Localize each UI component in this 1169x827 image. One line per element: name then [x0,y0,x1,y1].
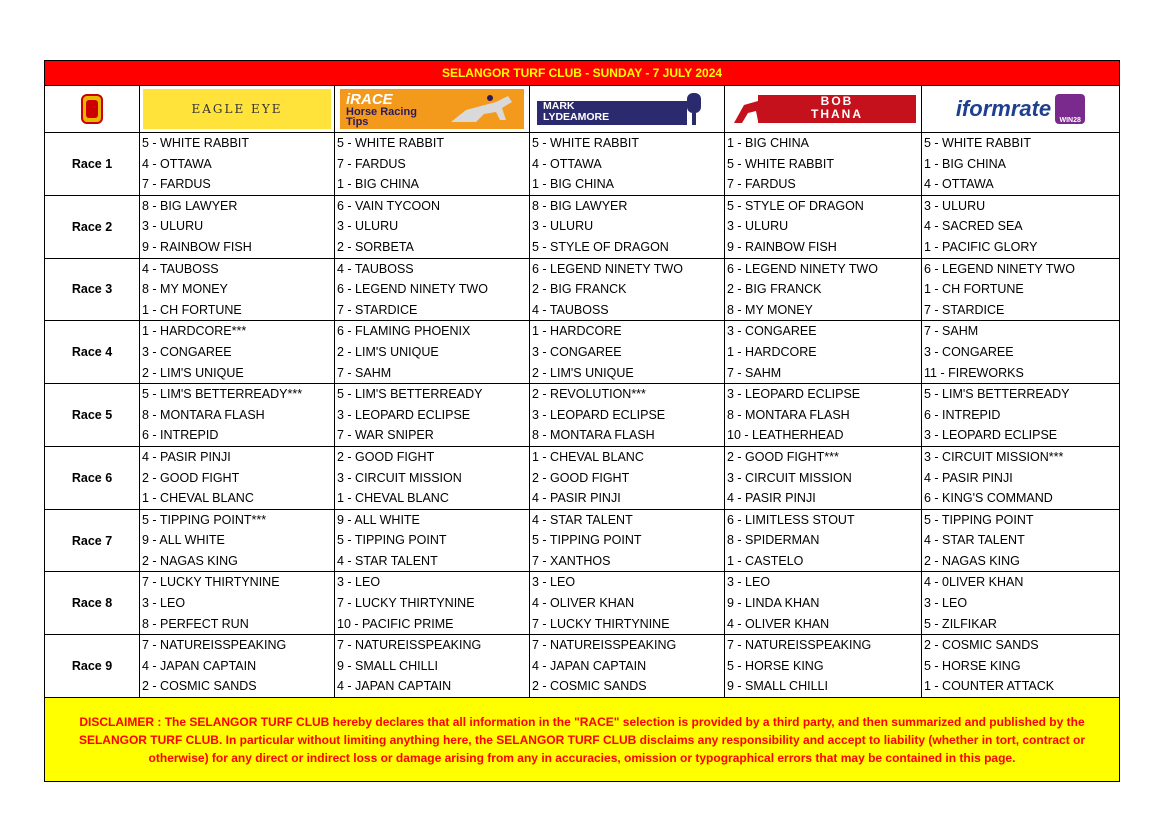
horse-pick: 1 - CHEVAL BLANC [532,449,644,464]
horse-pick: 7 - STARDICE [337,302,418,317]
horse-pick: 9 - RAINBOW FISH [727,239,837,254]
horse-pick: 3 - ULURU [532,219,594,234]
tipster-logo-cell [530,86,725,133]
horse-pick: 1 - BIG CHINA [532,177,614,192]
race-selection-sheet [44,60,1119,782]
tipster-picks-cell [335,133,530,196]
tipster-picks-cell [140,258,335,321]
horse-pick: 4 - PASIR PINJI [142,449,231,464]
horse-pick: 3 - LEOPARD ECLIPSE [532,407,666,422]
horse-pick: 1 - PACIFIC GLORY [924,239,1038,254]
tipster-picks-cell [335,635,530,698]
horse-pick: 6 - VAIN TYCOON [337,198,441,213]
race-label: Race 2 [45,195,140,258]
horse-pick: 5 - STYLE OF DRAGON [532,239,669,254]
tipster-picks-cell [140,133,335,196]
horse-pick: 1 - BIG CHINA [337,177,419,192]
horse-pick: 8 - MONTARA FLASH [532,428,655,443]
tipster-picks-cell [140,635,335,698]
race-row [45,635,1120,698]
horse-pick: 6 - FLAMING PHOENIX [337,324,471,339]
horse-pick: 9 - ALL WHITE [142,533,225,548]
horse-pick: 2 - GOOD FIGHT [142,470,240,485]
race-label: Race 9 [45,635,140,698]
horse-pick: 7 - WAR SNIPER [337,428,434,443]
horse-pick: 10 - LEATHERHEAD [727,428,844,443]
irace-logo-icon: iRACE Horse Racing Tips [340,89,524,129]
race-label: Race 4 [45,321,140,384]
race-label: Race 1 [45,133,140,196]
horse-pick: 1 - CASTELO [727,553,804,568]
tipster-picks-cell [335,446,530,509]
tipster-picks-cell [530,446,725,509]
horse-pick: 4 - PASIR PINJI [924,470,1013,485]
horse-pick: 2 - NAGAS KING [924,553,1020,568]
tipster-picks-cell [335,572,530,635]
horse-pick: 10 - PACIFIC PRIME [337,616,454,631]
horse-pick: 4 - STAR TALENT [924,533,1025,548]
horse-pick: 2 - GOOD FIGHT [532,470,630,485]
tipster-picks-cell [530,635,725,698]
tipster-picks-cell [922,195,1120,258]
horse-pick: 4 - OTTAWA [924,177,994,192]
horse-pick: 3 - LEO [532,575,576,590]
horse-pick: 3 - LEO [142,596,186,611]
horse-pick: 5 - HORSE KING [727,658,824,673]
race-row [45,133,1120,196]
horse-pick: 1 - HARDCORE [727,344,817,359]
tipster-picks-cell [140,446,335,509]
race-label: Race 6 [45,446,140,509]
horse-pick: 7 - SAHM [924,324,979,339]
horse-pick: 4 - JAPAN CAPTAIN [532,658,647,673]
horse-pick: 3 - LEO [924,596,968,611]
horse-pick: 1 - CH FORTUNE [924,282,1024,297]
race-row [45,321,1120,384]
horse-pick: 7 - FARDUS [727,177,796,192]
horse-pick: 6 - LEGEND NINETY TWO [532,261,683,276]
horse-pick: 7 - FARDUS [337,156,406,171]
horse-pick: 2 - BIG FRANCK [532,282,627,297]
horse-pick: 7 - FARDUS [142,177,211,192]
horse-pick: 2 - LIM'S UNIQUE [532,365,634,380]
race-label: Race 7 [45,509,140,572]
horse-pick: 1 - CHEVAL BLANC [337,491,449,506]
race-row [45,572,1120,635]
eagle-eye-logo-icon [143,89,331,129]
horse-pick: 7 - NATUREISSPEAKING [727,638,872,653]
horse-pick: 3 - CONGAREE [924,344,1014,359]
tipster-picks-cell [922,258,1120,321]
horse-pick: 2 - REVOLUTION*** [532,387,646,402]
horse-pick: 1 - BIG CHINA [727,136,809,150]
horse-pick: 2 - SORBETA [337,239,414,254]
horse-pick: 3 - ULURU [727,219,789,234]
tipster-picks-cell [725,509,922,572]
horse-pick: 7 - SAHM [337,365,392,380]
horse-pick: 1 - HARDCORE [532,324,622,339]
horse-pick: 9 - ALL WHITE [337,512,420,527]
horse-pick: 2 - GOOD FIGHT*** [727,449,839,464]
tipster-logo-cell [922,86,1120,133]
tipster-picks-cell [725,258,922,321]
horse-pick: 5 - WHITE RABBIT [532,136,639,150]
horse-pick: 2 - NAGAS KING [142,553,238,568]
tipster-picks-cell [530,321,725,384]
tipster-picks-cell [922,321,1120,384]
horse-pick: 2 - BIG FRANCK [727,282,822,297]
tipster-picks-cell [335,195,530,258]
horse-pick: 5 - WHITE RABBIT [727,156,834,171]
horse-pick: 2 - COSMIC SANDS [532,679,647,694]
race-label: Race 8 [45,572,140,635]
horse-pick: 4 - 0LIVER KHAN [924,575,1024,590]
tipster-picks-cell [530,133,725,196]
horse-pick: 1 - HARDCORE*** [142,324,247,339]
horse-pick: 6 - KING'S COMMAND [924,491,1053,506]
tipster-picks-cell [530,572,725,635]
horse-pick: 1 - CHEVAL BLANC [142,491,254,506]
horse-pick: 3 - LEO [337,575,381,590]
race-row [45,384,1120,447]
horse-pick: 6 - INTREPID [142,428,219,443]
horse-pick: 3 - ULURU [337,219,399,234]
tipster-picks-cell [725,195,922,258]
horse-pick: 4 - PASIR PINJI [532,491,621,506]
horse-pick: 8 - MONTARA FLASH [727,407,850,422]
tipster-picks-cell [140,195,335,258]
horse-pick: 5 - HORSE KING [924,658,1021,673]
horse-pick: 4 - TAUBOSS [337,261,414,276]
tipster-picks-cell [725,133,922,196]
mark-lydeamore-logo-icon: MARK LYDEAMORE [535,89,719,129]
bob-thana-logo-icon: BOB THANA [728,89,918,129]
horse-pick: 9 - RAINBOW FISH [142,239,252,254]
tipster-picks-cell [140,572,335,635]
horse-pick: 9 - LINDA KHAN [727,596,820,611]
tipster-picks-cell [922,509,1120,572]
race-row [45,195,1120,258]
horse-pick: 3 - CONGAREE [727,324,817,339]
horse-pick: 2 - LIM'S UNIQUE [337,344,439,359]
tipster-picks-cell [140,509,335,572]
horse-pick: 1 - BIG CHINA [924,156,1006,171]
tipster-picks-cell [922,133,1120,196]
tipster-picks-cell [922,446,1120,509]
tipster-picks-cell [530,509,725,572]
horse-pick: 8 - MY MONEY [142,282,228,297]
tipster-picks-cell [725,384,922,447]
horse-pick: 7 - LUCKY THIRTYNINE [337,596,475,611]
horse-pick: 8 - SPIDERMAN [727,533,820,548]
horse-pick: 7 - NATUREISSPEAKING [337,638,482,653]
horse-pick: 4 - JAPAN CAPTAIN [142,658,257,673]
horse-pick: 5 - TIPPING POINT [924,512,1034,527]
horse-pick: 4 - STAR TALENT [532,512,633,527]
selangor-turf-club-logo-icon [81,94,103,124]
horse-pick: 6 - LEGEND NINETY TWO [337,282,488,297]
tipster-logo-cell [140,86,335,133]
horse-pick: 3 - CONGAREE [532,344,622,359]
horse-pick: 3 - LEOPARD ECLIPSE [727,387,861,402]
selections-table [44,60,1120,782]
tipster-picks-cell [335,384,530,447]
tipster-picks-cell [530,195,725,258]
iformrate-logo-icon: iformrate WIN28 [931,89,1111,129]
horse-pick: 2 - GOOD FIGHT [337,449,435,464]
horse-pick: 1 - CH FORTUNE [142,302,242,317]
race-label: Race 3 [45,258,140,321]
tipster-logo-cell [725,86,922,133]
tipster-picks-cell [140,321,335,384]
tipster-picks-cell [922,635,1120,698]
horse-pick: 4 - TAUBOSS [532,302,609,317]
horse-pick: 4 - SACRED SEA [924,219,1023,234]
horse-pick: 8 - MY MONEY [727,302,813,317]
horse-pick: 3 - ULURU [924,198,986,213]
horse-pick: 3 - ULURU [142,219,204,234]
horse-pick: 4 - OLIVER KHAN [727,616,830,631]
tipster-picks-cell [725,321,922,384]
page-title: SELANGOR TURF CLUB - SUNDAY - 7 JULY 2024 [45,61,1120,86]
horse-pick: 4 - OTTAWA [532,156,602,171]
tipster-picks-cell [140,384,335,447]
horse-pick: 3 - CIRCUIT MISSION [727,470,852,485]
race-label: Race 5 [45,384,140,447]
horse-pick: 3 - LEO [727,575,771,590]
horse-pick: 6 - LEGEND NINETY TWO [924,261,1075,276]
horse-pick: 7 - STARDICE [924,302,1005,317]
horse-pick: 11 - FIREWORKS [924,365,1024,380]
race-row [45,258,1120,321]
horse-pick: 2 - COSMIC SANDS [924,638,1039,653]
tipster-picks-cell [725,446,922,509]
tipster-picks-cell [530,258,725,321]
horse-pick: 2 - COSMIC SANDS [142,679,257,694]
horse-pick: 1 - COUNTER ATTACK [924,679,1055,694]
horse-pick: 3 - CIRCUIT MISSION*** [924,449,1064,464]
horse-pick: 4 - JAPAN CAPTAIN [337,679,452,694]
tipster-picks-cell [335,321,530,384]
eagle-eye-logo-text: EAGLE EYE [191,102,283,116]
tipster-picks-cell [335,509,530,572]
horse-pick: 8 - BIG LAWYER [142,198,238,213]
tipster-logo-cell [335,86,530,133]
horse-pick: 5 - ZILFIKAR [924,616,997,631]
race-row [45,446,1120,509]
horse-pick: 8 - PERFECT RUN [142,616,249,631]
horse-pick: 5 - LIM'S BETTERREADY [337,387,483,402]
tipster-logo-row [45,86,1120,133]
horse-pick: 9 - SMALL CHILLI [727,679,828,694]
horse-pick: 3 - LEOPARD ECLIPSE [337,407,471,422]
horse-pick: 5 - TIPPING POINT [532,533,642,548]
horse-pick: 6 - INTREPID [924,407,1001,422]
horse-pick: 4 - TAUBOSS [142,261,219,276]
horse-pick: 4 - STAR TALENT [337,553,438,568]
horse-pick: 7 - NATUREISSPEAKING [142,638,287,653]
tipster-picks-cell [725,635,922,698]
club-logo-cell [45,86,140,133]
horse-pick: 8 - MONTARA FLASH [142,407,265,422]
tipster-picks-cell [530,384,725,447]
horse-pick: 4 - PASIR PINJI [727,491,816,506]
horse-pick: 8 - BIG LAWYER [532,198,628,213]
horse-pick: 7 - XANTHOS [532,553,611,568]
horse-pick: 4 - OLIVER KHAN [532,596,635,611]
horse-pick: 3 - CIRCUIT MISSION [337,470,462,485]
horse-pick: 5 - WHITE RABBIT [337,136,444,150]
race-row [45,509,1120,572]
disclaimer: DISCLAIMER : The SELANGOR TURF CLUB hereby declares that all information in the "RACE" selection is provided by a third party, and then summarized and published by the SELANGOR TURF CLUB. In particular without limiting anything here, the SELANGOR TURF CLUB disclaims any responsibility and accept to liability (whether in tort, contract or otherwise) for any direct or indirect loss or damage arising from any in accuracies, omission or typographical errors that may be contained in this page. [45,698,1120,782]
horse-pick: 5 - TIPPING POINT [337,533,447,548]
horse-pick: 6 - LIMITLESS STOUT [727,512,855,527]
horse-pick: 5 - STYLE OF DRAGON [727,198,864,213]
horse-pick: 5 - WHITE RABBIT [142,136,249,150]
tipster-picks-cell [725,572,922,635]
horse-pick: 5 - LIM'S BETTERREADY*** [142,387,303,402]
horse-pick: 4 - OTTAWA [142,156,212,171]
horse-pick: 7 - LUCKY THIRTYNINE [532,616,670,631]
horse-pick: 6 - LEGEND NINETY TWO [727,261,878,276]
horse-pick: 5 - LIM'S BETTERREADY [924,387,1070,402]
horse-pick: 3 - CONGAREE [142,344,232,359]
horse-pick: 9 - SMALL CHILLI [337,658,438,673]
horse-pick: 2 - LIM'S UNIQUE [142,365,244,380]
tipster-picks-cell [922,572,1120,635]
horse-pick: 7 - LUCKY THIRTYNINE [142,575,280,590]
horse-pick: 7 - SAHM [727,365,782,380]
tipster-picks-cell [922,384,1120,447]
tipster-picks-cell [335,258,530,321]
horse-pick: 3 - LEOPARD ECLIPSE [924,428,1058,443]
horse-pick: 5 - TIPPING POINT*** [142,512,267,527]
horse-pick: 5 - WHITE RABBIT [924,136,1031,150]
horse-pick: 7 - NATUREISSPEAKING [532,638,677,653]
